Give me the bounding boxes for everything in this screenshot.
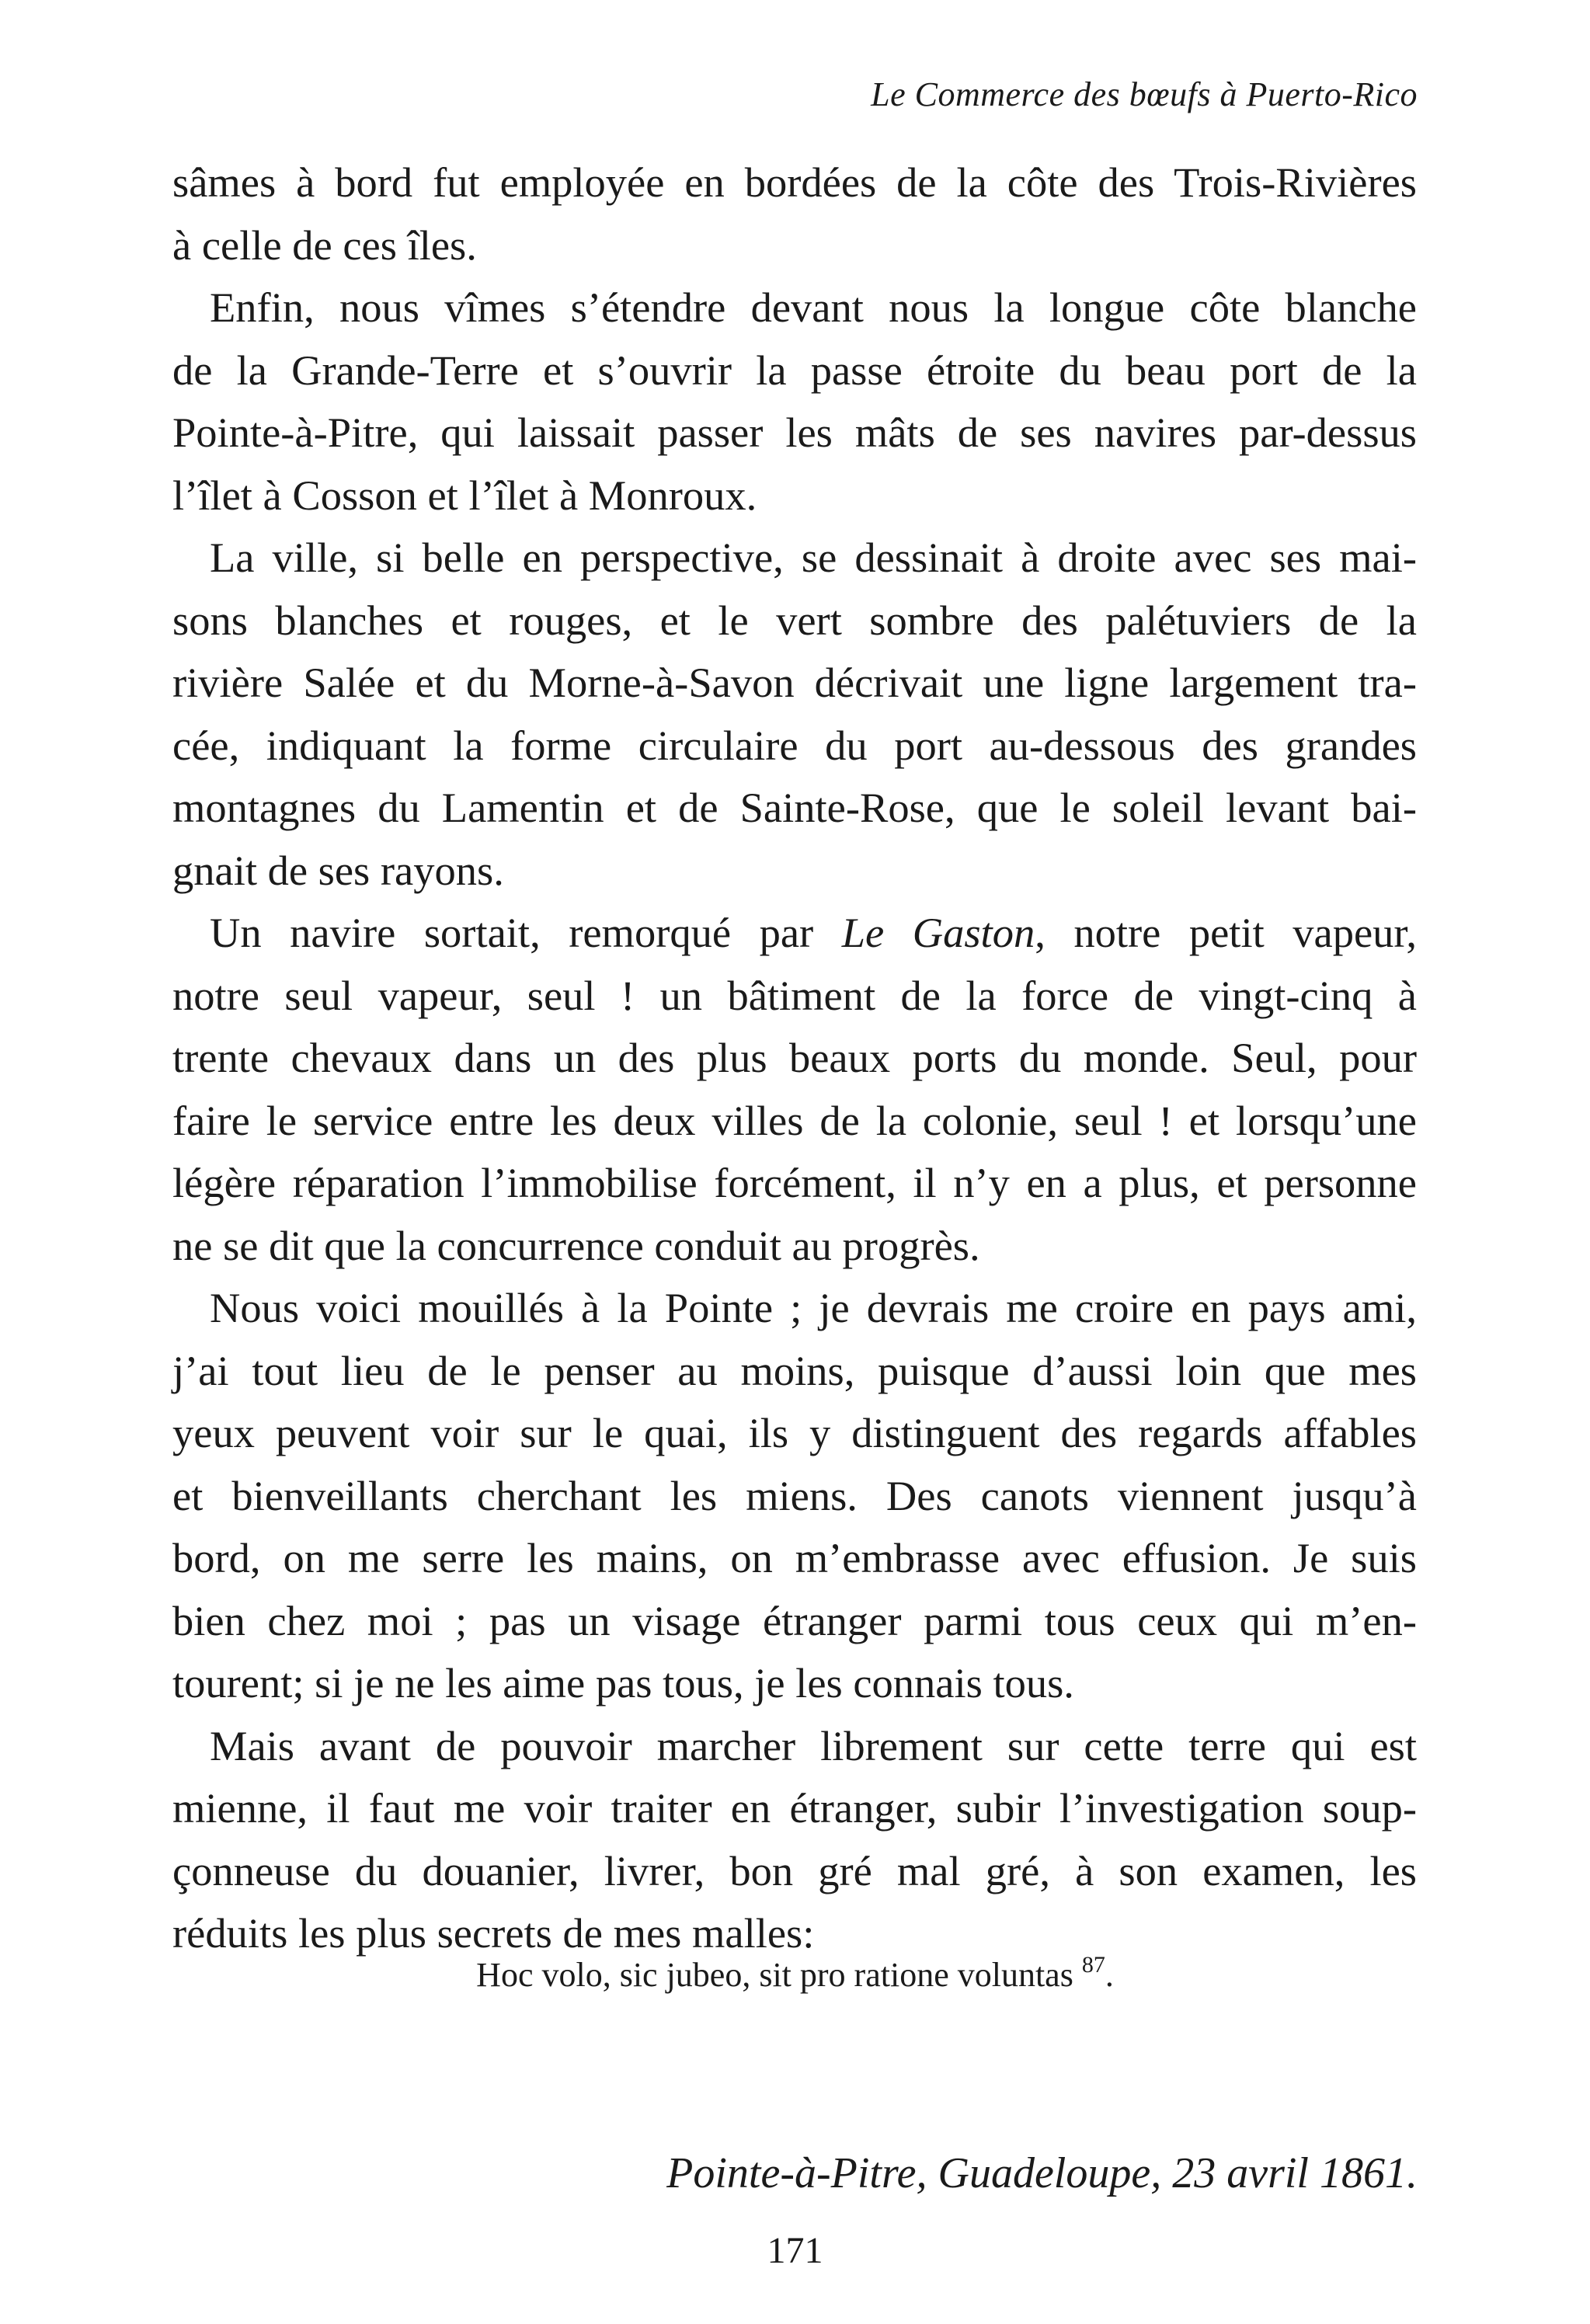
text-line: [172, 902, 1417, 965]
quote-text: Hoc volo, sic jubeo, sit pro ratione voluntas: [476, 1956, 1082, 1994]
latin-quote: [0, 1953, 1590, 1992]
body-text: [172, 151, 1417, 1965]
text-line: réduits les plus secrets de mes malles:: [172, 1909, 815, 1957]
text-line: à celle de ces îles.: [172, 221, 477, 269]
text-line: çonneuse du douanier, livrer, bon gré mal gré, à son examen, les: [172, 1846, 1417, 1894]
page-number: 171: [767, 2230, 823, 2271]
text-line: Mais avant de pouvoir marcher librement sur cette terre qui est: [210, 1721, 1417, 1769]
text-line: Pointe-à-Pitre, qui laissait passer les mâts de ses navires par-dessus: [172, 409, 1417, 456]
text-line: mienne, il faut me voir traiter en étranger, subir l’investigation soup-: [172, 1784, 1417, 1832]
text-line: sons blanches et rouges, et le vert sombre des palétuviers de la: [172, 596, 1417, 644]
paragraph: [172, 1715, 1417, 1965]
text-line: de la Grande-Terre et s’ouvrir la passe étroite du beau port de la: [172, 346, 1417, 394]
text-line: bien chez moi ; pas un visage étranger parmi tous ceux qui m’en-: [172, 1596, 1417, 1644]
paragraph: [172, 277, 1417, 527]
text-line: yeux peuvent voir sur le quai, ils y distinguent des regards affables: [172, 1409, 1417, 1456]
footnote-ref: 87: [1081, 1952, 1105, 1978]
text-line: montagnes du Lamentin et de Sainte-Rose, que le soleil levant bai-: [172, 784, 1417, 831]
text-line: Nous voici mouillés à la Pointe ; je devrais me croire en pays ami,: [210, 1284, 1417, 1331]
text-line: l’îlet à Cosson et l’îlet à Monroux.: [172, 471, 757, 519]
ship-name: Le Gaston: [841, 909, 1035, 956]
text-line: sâmes à bord fut employée en bordées de la côte des Trois-Rivières: [172, 158, 1417, 206]
paragraph: [172, 902, 1417, 1277]
text-line: légère réparation l’immobilise forcément, il n’y en a plus, et personne: [172, 1159, 1417, 1206]
text-line: ne se dit que la concurrence conduit au progrès.: [172, 1221, 980, 1269]
text-line: gnait de ses rayons.: [172, 846, 504, 894]
text-line: j’ai tout lieu de le penser au moins, puisque d’aussi loin que mes: [172, 1346, 1417, 1394]
text-line: La ville, si belle en perspective, se dessinait à droite avec ses mai-: [210, 534, 1417, 581]
paragraph: [172, 1277, 1417, 1715]
quote-end: .: [1105, 1956, 1114, 1994]
text-line: bord, on me serre les mains, on m’embrasse avec effusion. Je suis: [172, 1534, 1417, 1581]
place-date-signature: Pointe-à-Pitre, Guadeloupe, 23 avril 1861.: [666, 2149, 1418, 2197]
text-run: Un navire sortait, remorqué par: [210, 909, 842, 956]
text-line: notre seul vapeur, seul ! un bâtiment de la force de vingt-cinq à: [172, 971, 1417, 1019]
text-line: cée, indiquant la forme circulaire du port au-dessous des grandes: [172, 721, 1417, 769]
running-head: Le Commerce des bœufs à Puerto-Rico: [871, 75, 1418, 113]
paragraph: [172, 527, 1417, 902]
paragraph: [172, 151, 1417, 277]
text-run: , notre petit vapeur,: [1035, 909, 1417, 956]
text-line: rivière Salée et du Morne-à-Savon décrivait une ligne largement tra-: [172, 659, 1417, 706]
text-line: trente chevaux dans un des plus beaux ports du monde. Seul, pour: [172, 1034, 1417, 1081]
text-line: tourent; si je ne les aime pas tous, je les connais tous.: [172, 1659, 1074, 1706]
text-line: Enfin, nous vîmes s’étendre devant nous la longue côte blanche: [210, 284, 1417, 331]
text-line: faire le service entre les deux villes de la colonie, seul ! et lorsqu’une: [172, 1096, 1417, 1144]
text-line: et bienveillants cherchant les miens. Des canots viennent jusqu’à: [172, 1471, 1417, 1519]
